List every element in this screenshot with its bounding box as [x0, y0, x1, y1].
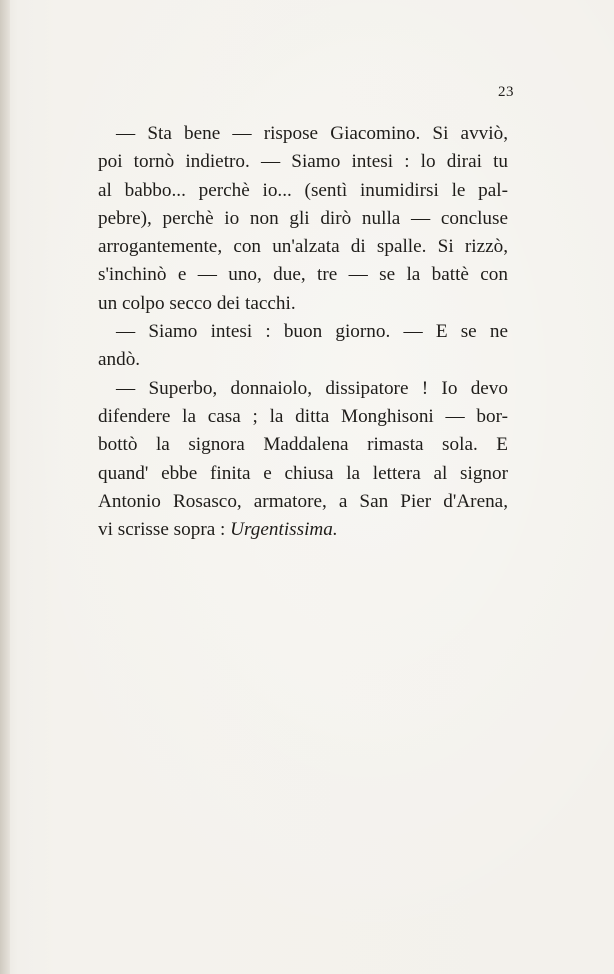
page-number: 23: [498, 84, 514, 100]
text-line: pebre), perchè io non gli dirò nulla — concluse: [98, 207, 508, 229]
text-line: difendere la casa ; la ditta Monghisoni — bor-: [98, 405, 508, 427]
final-line-prefix: vi scrisse sopra :: [98, 519, 231, 541]
text-line-final: [98, 516, 508, 544]
text-line: bottò la signora Maddalena rimasta sola. E: [98, 434, 508, 456]
text-line: poi tornò indietro. — Siamo intesi : lo dirai tu: [98, 151, 508, 173]
text-line: — Sta bene — rispose Giacomino. Si avviò,: [116, 123, 508, 144]
text-line: quand' ebbe finita e chiusa la lettera al signor: [98, 462, 508, 484]
text-line: s'inchinò e — uno, due, tre — se la battè con: [98, 264, 508, 286]
text-line: andò.: [98, 349, 141, 371]
text-line: — Siamo intesi : buon giorno. — E se ne: [116, 321, 508, 343]
text-line: Antonio Rosasco, armatore, a San Pier d'Arena,: [98, 490, 508, 512]
body-text: [98, 120, 508, 544]
final-line-italic: Urgentissima.: [230, 519, 338, 541]
text-line: — Superbo, donnaiolo, dissipatore ! Io devo: [116, 377, 508, 399]
text-line: arrogantemente, con un'alzata di spalle. Si rizzò,: [98, 236, 508, 258]
text-line: un colpo secco dei tacchi.: [98, 292, 296, 314]
text-line: al babbo... perchè io... (sentì inumidirsi le pal-: [98, 179, 508, 201]
binding-edge: [0, 0, 10, 974]
